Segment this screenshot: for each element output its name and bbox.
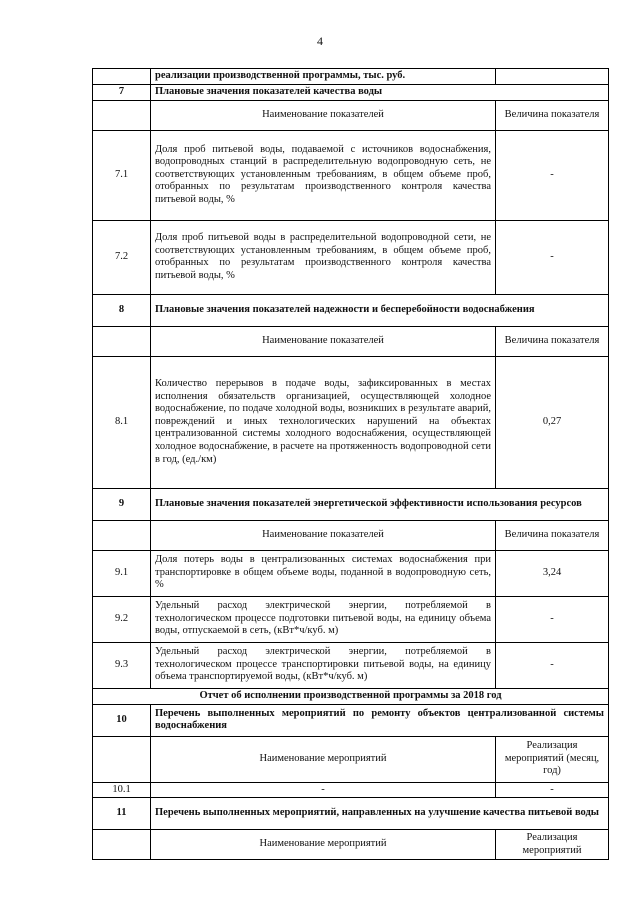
report-title: Отчет об исполнении производственной программы за 2018 год bbox=[93, 688, 609, 704]
row-number: 8.1 bbox=[93, 356, 151, 488]
table-row bbox=[93, 642, 609, 688]
section-number: 8 bbox=[93, 294, 151, 326]
section-header-row bbox=[93, 798, 609, 830]
column-header-value: Реализация мероприятий (месяц, год) bbox=[496, 736, 609, 782]
row-number-cell bbox=[93, 830, 151, 860]
row-number: 9.1 bbox=[93, 550, 151, 596]
section-title-continuation: реализации производственной программы, тыс. руб. bbox=[151, 69, 496, 85]
activity-name: - bbox=[151, 782, 496, 798]
table-row bbox=[93, 550, 609, 596]
row-number: 9.3 bbox=[93, 642, 151, 688]
column-header-name: Наименование мероприятий bbox=[151, 736, 496, 782]
indicator-value: - bbox=[496, 130, 609, 220]
activity-date: - bbox=[496, 782, 609, 798]
table-row bbox=[93, 356, 609, 488]
production-program-table bbox=[92, 68, 609, 860]
column-header-name: Наименование показателей bbox=[151, 326, 496, 356]
indicator-value: - bbox=[496, 596, 609, 642]
section-title: Перечень выполненных мероприятий по ремонту объектов централизованной системы водоснабжения bbox=[151, 704, 609, 736]
indicator-name: Доля проб питьевой воды в распределительной водопроводной сети, не соответствующих установленным требованиям, в общем объеме проб, отобранных по результатам производственного контроля качества питьевой воды, % bbox=[151, 220, 496, 294]
row-number-cell bbox=[93, 520, 151, 550]
indicator-value: - bbox=[496, 642, 609, 688]
column-header-row bbox=[93, 736, 609, 782]
row-number-cell bbox=[93, 736, 151, 782]
column-header-row bbox=[93, 830, 609, 860]
section-number: 10 bbox=[93, 704, 151, 736]
row-number: 7.2 bbox=[93, 220, 151, 294]
column-header-value: Величина показателя bbox=[496, 520, 609, 550]
page-number: 4 bbox=[317, 34, 323, 48]
column-header-row bbox=[93, 326, 609, 356]
column-header-name: Наименование показателей bbox=[151, 520, 496, 550]
section-number: 11 bbox=[93, 798, 151, 830]
column-header-name: Наименование мероприятий bbox=[151, 830, 496, 860]
column-header-row bbox=[93, 520, 609, 550]
row-number: 7.1 bbox=[93, 130, 151, 220]
indicator-value: 3,24 bbox=[496, 550, 609, 596]
column-header-name: Наименование показателей bbox=[151, 100, 496, 130]
section-title: Перечень выполненных мероприятий, направленных на улучшение качества питьевой воды bbox=[151, 798, 609, 830]
value-cell bbox=[496, 69, 609, 85]
indicator-name: Доля потерь воды в централизованных системах водоснабжения при транспортировке в общем объеме воды, поданной в водопроводную сеть, % bbox=[151, 550, 496, 596]
section-title: Плановые значения показателей надежности и бесперебойности водоснабжения bbox=[151, 294, 609, 326]
column-header-value: Величина показателя bbox=[496, 100, 609, 130]
table-row bbox=[93, 220, 609, 294]
section-number: 7 bbox=[93, 84, 151, 100]
column-header-row bbox=[93, 100, 609, 130]
indicator-name: Количество перерывов в подаче воды, зафиксированных в местах исполнения обязательств организацией, осуществляющей холодное водоснабжение, по подаче холодной воды, возникших в результате аварий, повреждений и иных технологических нарушений на объектах централизованной системы холодного водоснабжения, осуществляющей холодное водоснабжение, в расчете на протяженность водопроводной сети в год, (ед./км) bbox=[151, 356, 496, 488]
column-header-value: Величина показателя bbox=[496, 326, 609, 356]
section-title: Плановые значения показателей качества воды bbox=[151, 84, 609, 100]
row-number-cell bbox=[93, 326, 151, 356]
table-row bbox=[93, 596, 609, 642]
indicator-value: 0,27 bbox=[496, 356, 609, 488]
indicator-name: Удельный расход электрической энергии, потребляемой в технологическом процессе транспортировки питьевой воды, на единицу объема транспортируемой воды, (кВт*ч/куб. м) bbox=[151, 642, 496, 688]
indicator-name: Доля проб питьевой воды, подаваемой с источников водоснабжения, водопроводных станций в распределительную водопроводную сеть, не соответствующих установленным требованиям, в общем объеме проб, отобранных по результатам производственного контроля качества питьевой воды, % bbox=[151, 130, 496, 220]
section-number: 9 bbox=[93, 488, 151, 520]
section-title: Плановые значения показателей энергетической эффективности использования ресурсов bbox=[151, 488, 609, 520]
report-title-row bbox=[93, 688, 609, 704]
row-number-cell bbox=[93, 100, 151, 130]
table-row bbox=[93, 130, 609, 220]
row-number-cell bbox=[93, 69, 151, 85]
table-row bbox=[93, 782, 609, 798]
indicator-name: Удельный расход электрической энергии, потребляемой в технологическом процессе подготовки питьевой воды, на единицу объема воды, отпускаемой в сеть, (кВт*ч/куб. м) bbox=[151, 596, 496, 642]
row-number: 9.2 bbox=[93, 596, 151, 642]
section-header-row bbox=[93, 294, 609, 326]
row-number: 10.1 bbox=[93, 782, 151, 798]
section-header-row bbox=[93, 84, 609, 100]
table-row bbox=[93, 69, 609, 85]
section-header-row bbox=[93, 704, 609, 736]
column-header-value: Реализация мероприятий bbox=[496, 830, 609, 860]
indicator-value: - bbox=[496, 220, 609, 294]
section-header-row bbox=[93, 488, 609, 520]
